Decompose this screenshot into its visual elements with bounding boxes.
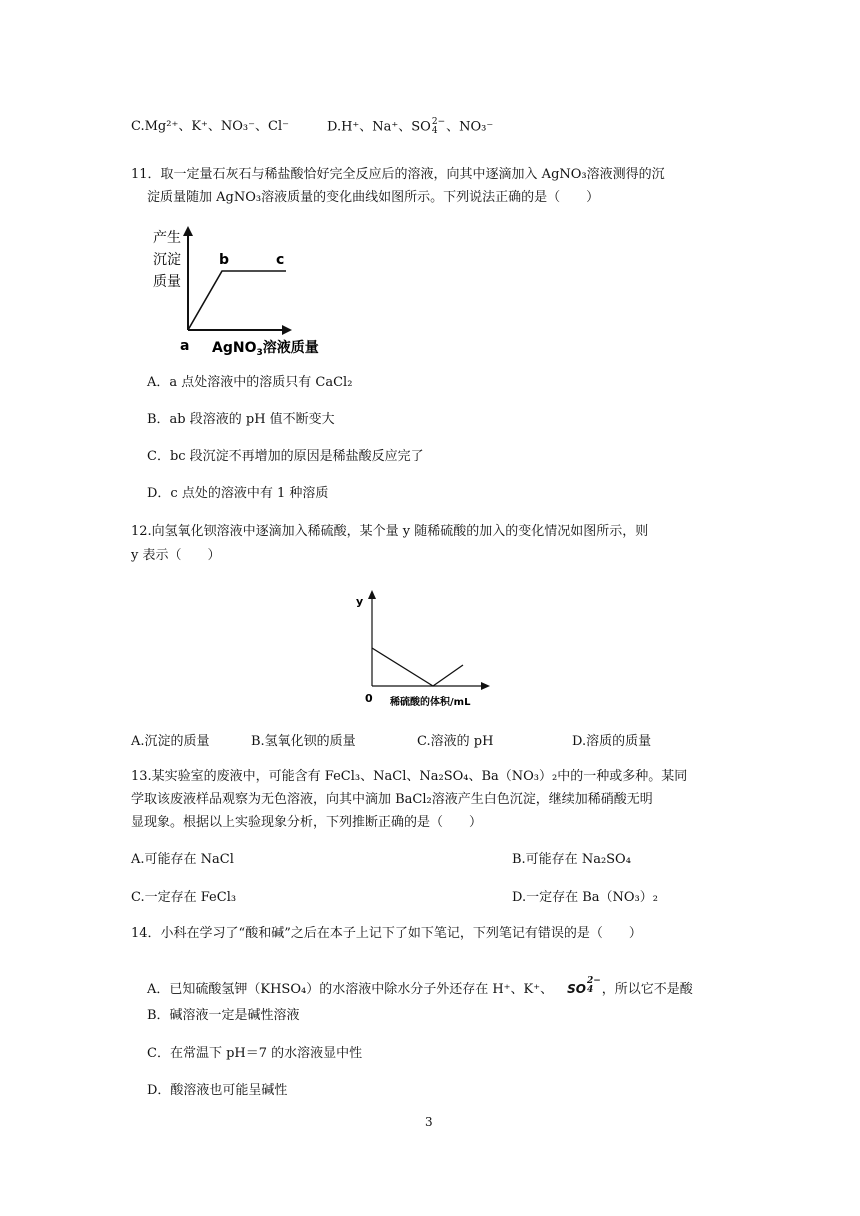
q10-option-d-text: D.H⁺、Na⁺、SO [327, 119, 431, 135]
q11-stem-line1: 11．取一定量石灰石与稀盐酸恰好完全反应后的溶液，向其中逐滴加入 AgNO₃溶液测得的沉 [131, 167, 665, 182]
q12-curve [372, 648, 463, 686]
q10-option-d [327, 118, 493, 137]
q13-stem-line3: 显现象。根据以上实验现象分析，下列推断正确的是（ ） [131, 815, 483, 830]
q14-option-a-ion-sup: 2− [586, 975, 601, 986]
q14-option-c: C．在常温下 pH＝7 的水溶液显中性 [147, 1046, 363, 1061]
q14-option-a [147, 975, 693, 999]
q11-ylabel-3: 质量 [153, 274, 181, 290]
q11-xlabel-sub: 3 [256, 348, 263, 358]
q11-xlabel [212, 339, 319, 358]
q11-curve [188, 271, 286, 330]
q13-option-d: D.一定存在 Ba（NO₃）₂ [512, 890, 658, 905]
q11-ylabel-2: 沉淀 [153, 252, 181, 268]
q14-option-a-ion-sub: 4 [586, 984, 594, 995]
q12-origin: 0 [365, 692, 373, 705]
q11-stem-line2: 淀质量随加 AgNO₃溶液质量的变化曲线如图所示。下列说法正确的是（ ） [147, 190, 600, 205]
q11-xlabel-suffix: 溶液质量 [262, 340, 319, 356]
q10-option-d-sub: 4 [431, 126, 438, 136]
q12-ylabel: y [356, 595, 364, 608]
q13-stem-line1: 13.某实验室的废液中，可能含有 FeCl₃、NaCl、Na₂SO₄、Ba（NO₃）₂中的一种或多种。某同 [131, 769, 688, 784]
q11-option-c: C．bc 段沉淀不再增加的原因是稀盐酸反应完了 [147, 449, 424, 464]
q13-option-c: C.一定存在 FeCl₃ [131, 890, 237, 905]
q11-point-b: b [219, 252, 230, 268]
q11-point-c: c [276, 252, 285, 268]
q13-option-a: A.可能存在 NaCl [131, 852, 234, 867]
q14-option-a-pre: A．已知硫酸氢钾（KHSO₄）的水溶液中除水分子外还存在 H⁺、K⁺、 [147, 982, 554, 997]
q11-option-d: D．c 点处的溶液中有 1 种溶质 [147, 486, 329, 501]
q11-x-axis-arrow [282, 325, 292, 335]
q14-option-b: B．碱溶液一定是碱性溶液 [147, 1008, 300, 1023]
q12-option-a: A.沉淀的质量 [131, 734, 210, 749]
q11-option-a: A．a 点处溶液中的溶质只有 CaCl₂ [147, 375, 353, 390]
q14-stem: 14．小科在学习了“酸和碱”之后在本子上记下了如下笔记，下列笔记有错误的是（ ） [131, 926, 642, 941]
q14-option-d: D．酸溶液也可能呈碱性 [147, 1083, 288, 1098]
q12-y-chart [350, 588, 490, 712]
q11-point-a: a [180, 338, 190, 354]
q12-stem-line1: 12.向氢氧化钡溶液中逐滴加入稀硫酸，某个量 y 随稀硫酸的加入的变化情况如图所示，则 [131, 524, 649, 539]
q11-option-b: B．ab 段溶液的 pH 值不断变大 [147, 412, 335, 427]
q11-ylabel-1: 产生 [153, 230, 181, 246]
q11-precipitate-chart [146, 226, 346, 358]
q13-option-b: B.可能存在 Na₂SO₄ [512, 852, 631, 867]
q10-option-d-sup: 2− [431, 117, 446, 127]
q13-stem-line2: 学取该废液样品观察为无色溶液，向其中滴加 BaCl₂溶液产生白色沉淀，继续加稀硝酸无明 [131, 792, 653, 807]
q11-y-axis-arrow [183, 226, 193, 236]
q12-stem-line2: y 表示（ ） [131, 548, 221, 563]
q10-option-d-tail: 、NO₃⁻ [446, 119, 494, 135]
q12-xlabel: 稀硫酸的体积/mL [390, 697, 471, 708]
q14-option-a-ion: SO [567, 982, 586, 996]
q12-option-c: C.溶液的 pH [417, 734, 494, 749]
q10-option-c: C.Mg²⁺、K⁺、NO₃⁻、Cl⁻ [131, 119, 289, 134]
page-number: 3 [425, 1115, 433, 1129]
q11-xlabel-prefix: AgNO [212, 340, 257, 356]
q12-x-axis-arrow [481, 682, 490, 690]
q12-option-b: B.氢氧化钡的质量 [251, 734, 356, 749]
q12-option-d: D.溶质的质量 [572, 734, 652, 749]
q14-option-a-post: ，所以它不是酸 [601, 982, 693, 997]
q12-y-axis-arrow [368, 590, 376, 599]
